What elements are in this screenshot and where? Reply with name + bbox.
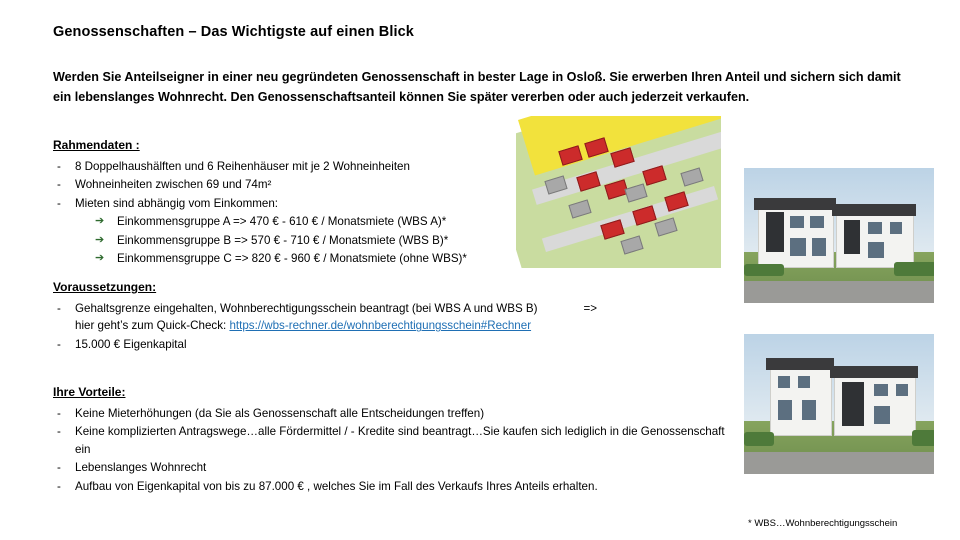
list-item — [53, 195, 503, 268]
window — [790, 238, 806, 256]
list-item-label: Mieten sind abhängig vom Einkommen: — [75, 196, 278, 210]
list-item: - Aufbau von Eigenkapital von bis zu 87.000 € , welches Sie im Fall des Verkaufs Ihres Anteils erhalten. — [53, 478, 733, 495]
window — [868, 242, 884, 258]
window — [896, 384, 908, 396]
list-item: - 15.000 € Eigenkapital — [53, 336, 653, 353]
voraussetzungen-list — [53, 300, 653, 353]
list-item — [53, 300, 653, 335]
income-group-item: ➔ Einkommensgruppe A => 470 € - 610 € / Monatsmiete (WBS A)* — [75, 213, 503, 230]
roof-left — [754, 198, 836, 210]
rahmendaten-heading: Rahmendaten : — [53, 138, 140, 152]
rahmendaten-list — [53, 158, 503, 267]
roof-right — [830, 366, 918, 378]
photo-house-front — [744, 168, 934, 303]
intro-paragraph: Werden Sie Anteilseigner in einer neu gegründeten Genossenschaft in bester Lage in Osloß. Sie erwerben Ihren Anteil und sichern sich damit ein lebenslanges Wohnrecht. Den Genossenschaftsanteil können Sie später vererben oder auch jederzeit verkaufen. — [53, 70, 901, 104]
window — [802, 400, 816, 420]
income-group-item: ➔ Einkommensgruppe C => 820 € - 960 € / Monatsmiete (ohne WBS)* — [75, 250, 503, 267]
vorteile-heading: Ihre Vorteile: — [53, 385, 126, 399]
voraussetzungen-item1-line1: Gehaltsgrenze eingehalten, Wohnberechtigungsschein beantragt (bei WBS A und WBS B) — [75, 302, 538, 315]
hedge — [744, 264, 784, 276]
facade-panel — [766, 212, 784, 252]
section-voraussetzungen — [53, 278, 653, 354]
list-item: - 8 Doppelhaushälften und 6 Reihenhäuser mit je 2 Wohneinheiten — [53, 158, 503, 175]
footnote: * WBS…Wohnberechtigungsschein — [748, 518, 898, 529]
quickcheck-link[interactable]: https://wbs-rechner.de/wohnberechtigungsschein#Rechner — [229, 319, 532, 333]
roof-left — [766, 358, 834, 370]
section-rahmendaten — [53, 136, 503, 268]
window — [874, 406, 890, 424]
hedge — [894, 262, 934, 276]
list-item: - Lebenslanges Wohnrecht — [53, 459, 733, 476]
window — [810, 216, 824, 228]
window — [874, 384, 888, 396]
facade-panel — [844, 220, 860, 254]
list-item: - Wohneinheiten zwischen 69 und 74m² — [53, 176, 503, 193]
income-group-item: ➔ Einkommensgruppe B => 570 € - 710 € / Monatsmiete (WBS B)* — [75, 232, 503, 249]
window — [890, 222, 902, 234]
street — [744, 281, 934, 303]
voraussetzungen-item1-arrow: => — [583, 302, 598, 315]
list-item: - Keine komplizierten Antragswege…alle Fördermittel / - Kredite sind beantragt…Sie kaufen sich lediglich in die Genossenschaft ein — [53, 423, 733, 458]
window — [778, 400, 792, 420]
vorteile-list — [53, 405, 733, 495]
section-vorteile — [53, 383, 733, 496]
page-title: Genossenschaften – Das Wichtigste auf einen Blick — [53, 24, 414, 40]
window — [868, 222, 882, 234]
window — [790, 216, 804, 228]
list-item: - Keine Mieterhöhungen (da Sie als Genossenschaft alle Entscheidungen treffen) — [53, 405, 733, 422]
facade-panel — [842, 382, 864, 426]
income-group-list — [75, 213, 503, 267]
window — [812, 238, 826, 256]
voraussetzungen-heading: Voraussetzungen: — [53, 280, 157, 294]
site-plan-image — [516, 116, 721, 268]
hedge — [912, 430, 934, 446]
street — [744, 452, 934, 474]
hedge — [744, 432, 774, 446]
window — [778, 376, 790, 388]
photo-house-side — [744, 334, 934, 474]
roof-right — [832, 204, 916, 216]
quickcheck-label: hier geht’s zum Quick-Check: — [75, 319, 230, 333]
window — [798, 376, 810, 388]
